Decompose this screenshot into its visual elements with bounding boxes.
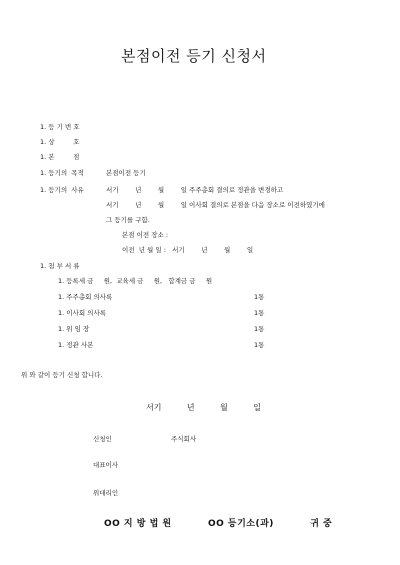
agent-label: 위대리인 — [93, 489, 119, 497]
document-title: 본점이전 등기 신청서 — [121, 47, 267, 65]
attachments-heading: 1. 첨 부 서 류 — [40, 262, 80, 270]
request-statement: 위 와 같이 등기 신청 합니다. — [21, 371, 103, 379]
attachment-name: 1. 이사회 의사록 — [58, 309, 107, 317]
attachment-name: 1. 정관 사본 — [58, 341, 94, 349]
representative-label: 대표이사 — [93, 461, 119, 469]
attachment-count: 1통 — [254, 293, 265, 301]
applicant-company: 주식회사 — [171, 435, 197, 443]
cause-line-2: 서기 년 월 일 이사회 결의로 본점을 다음 장소로 이전하였기에 — [106, 201, 325, 209]
attachment-name: 1. 등록세 금 원, 교육세 금 원, 합계금 금 원 — [58, 277, 213, 285]
registration-number-label: 1. 등 기 번 호 — [40, 123, 80, 131]
move-date-line: 이전 년 월 일 : 서기 년 월 일 — [122, 246, 254, 254]
purpose-label: 1. 등기의 목적 — [40, 169, 84, 177]
attachment-count: 1통 — [254, 309, 265, 317]
attachment-name: 1. 위 임 장 — [58, 325, 90, 333]
cause-line-3: 그 등기를 구함. — [106, 216, 150, 224]
applicant-label: 신청인 — [93, 435, 112, 443]
attachment-count: 1통 — [254, 341, 265, 349]
attachment-name: 1. 주주총회 의사록 — [58, 293, 113, 301]
court-addressee-line: OO 지 방 법 원 OO 등기소(과) 귀 중 — [104, 519, 333, 529]
application-date-line: 서기 년 월 일 — [146, 403, 261, 412]
head-office-label: 1. 본 점 — [40, 153, 80, 161]
cause-label: 1. 등기의 사유 — [40, 186, 84, 194]
cause-line-1: 서기 년 월 일 주주총회 결의로 정관을 변경하고 — [106, 186, 284, 194]
new-place-label: 본점 이전 장소 : — [122, 231, 169, 239]
attachment-count: 1통 — [254, 325, 265, 333]
trade-name-label: 1. 상 호 — [40, 138, 80, 146]
purpose-value: 본점이전 등기 — [106, 169, 146, 177]
